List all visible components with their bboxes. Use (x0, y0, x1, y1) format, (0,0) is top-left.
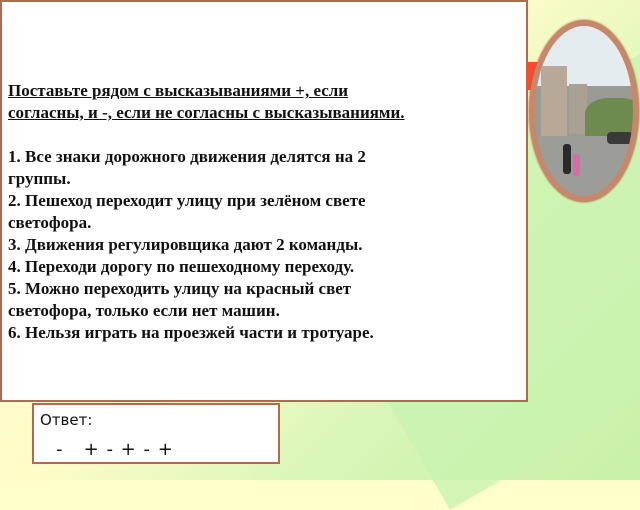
task-text (8, 80, 524, 344)
photo-building (541, 66, 567, 136)
statement-line: светофора. (8, 213, 92, 232)
statement-line: 1. Все знаки дорожного движения делятся на 2 (8, 147, 366, 166)
instruction-line: Поставьте рядом с высказываниями +, если (8, 81, 349, 100)
photo-road (535, 136, 633, 196)
photo-child (573, 154, 580, 176)
statement-line: группы. (8, 169, 71, 188)
statement-line: 5. Можно переходить улицу на красный свет (8, 279, 352, 298)
photo-car (607, 132, 633, 144)
statement-line: 2. Пешеход переходит улицу при зелёном свете (8, 191, 366, 210)
statement-line: 6. Нельзя играть на проезжей части и тротуаре. (8, 323, 374, 342)
answer-value: - + - + - + (56, 439, 174, 460)
spacer (8, 124, 524, 146)
street-crossing-photo (535, 26, 633, 196)
statement-line: 3. Движения регулировщика дают 2 команды. (8, 235, 363, 254)
answer-box (32, 403, 280, 464)
answer-label: Ответ: (40, 411, 93, 429)
instruction-line: согласны, и -, если не согласны с высказываниями. (8, 103, 405, 122)
street-photo-frame (529, 20, 639, 202)
photo-pedestrian (563, 144, 571, 174)
statement-line: светофора, только если нет машин. (8, 301, 280, 320)
statement-line: 4. Переходи дорогу по пешеходному переходу. (8, 257, 355, 276)
